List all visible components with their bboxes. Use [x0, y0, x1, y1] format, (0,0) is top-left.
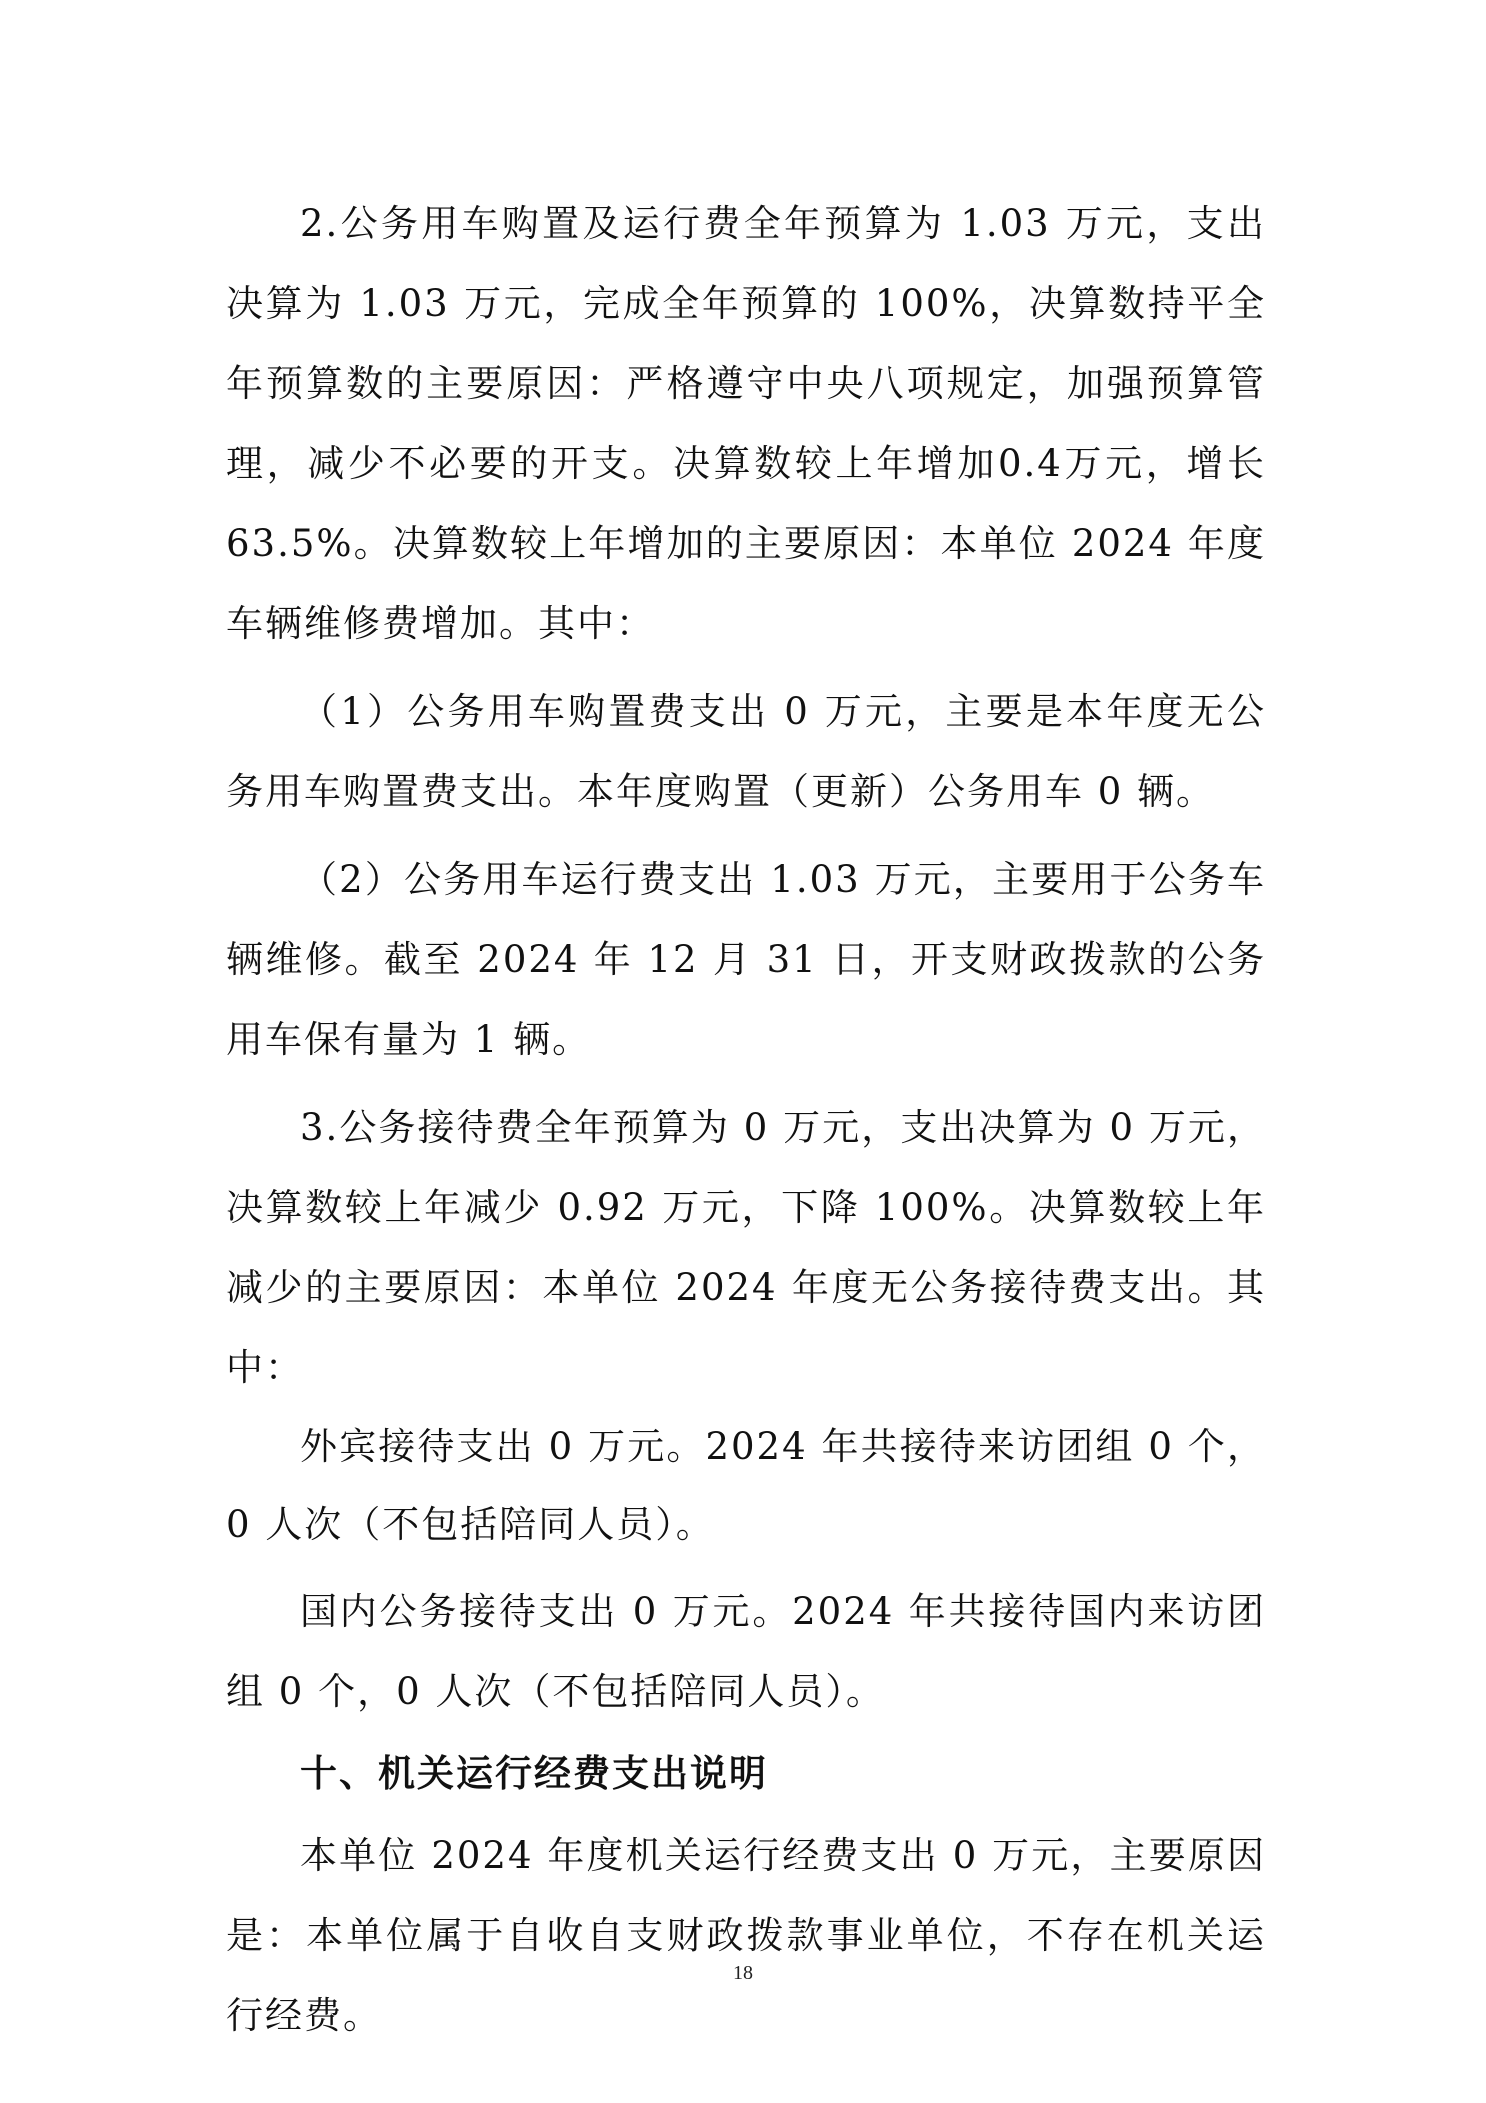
paragraph-domestic-reception: 国内公务接待支出 0 万元。2024 年共接待国内来访团组 0 个，0 人次（不包括陪同人员）。: [226, 1590, 1266, 1713]
section-heading: 十、机关运行经费支出说明: [300, 1752, 768, 1795]
paragraph-foreign-reception: 外宾接待支出 0 万元。2024 年共接待来访团组 0 个，0 人次（不包括陪同人员）。: [226, 1425, 1266, 1546]
paragraph-reception-expense: 3.公务接待费全年预算为 0 万元，支出决算为 0 万元，决算数较上年减少 0.92 万元，下降 100%。决算数较上年减少的主要原因：本单位 2024 年度无公务接待费支出。其中：: [226, 1106, 1266, 1389]
paragraph-vehicle-purchase: （1）公务用车购置费支出 0 万元，主要是本年度无公务用车购置费支出。本年度购置（更新）公务用车 0 辆。: [226, 690, 1266, 813]
page-content: [226, 184, 1266, 2056]
page-number: 18: [733, 1962, 753, 1984]
paragraph-vehicle-operation: （2）公务用车运行费支出 1.03 万元，主要用于公务车辆维修。截至 2024 年 12 月 31 日，开支财政拨款的公务用车保有量为 1 辆。: [226, 858, 1266, 1061]
paragraph-operating-expense: 本单位 2024 年度机关运行经费支出 0 万元，主要原因是：本单位属于自收自支财政拨款事业单位，不存在机关运行经费。: [226, 1834, 1266, 2037]
paragraph-vehicle-expense: 2.公务用车购置及运行费全年预算为 1.03 万元，支出决算为 1.03 万元，完成全年预算的 100%，决算数持平全年预算数的主要原因：严格遵守中央八项规定，加强预算管理，减少不必要的开支。决算数较上年增加0.4万元，增长63.5%。决算数较上年增加的主要原因：本单位 2024 年度车辆维修费增加。其中：: [226, 202, 1266, 645]
